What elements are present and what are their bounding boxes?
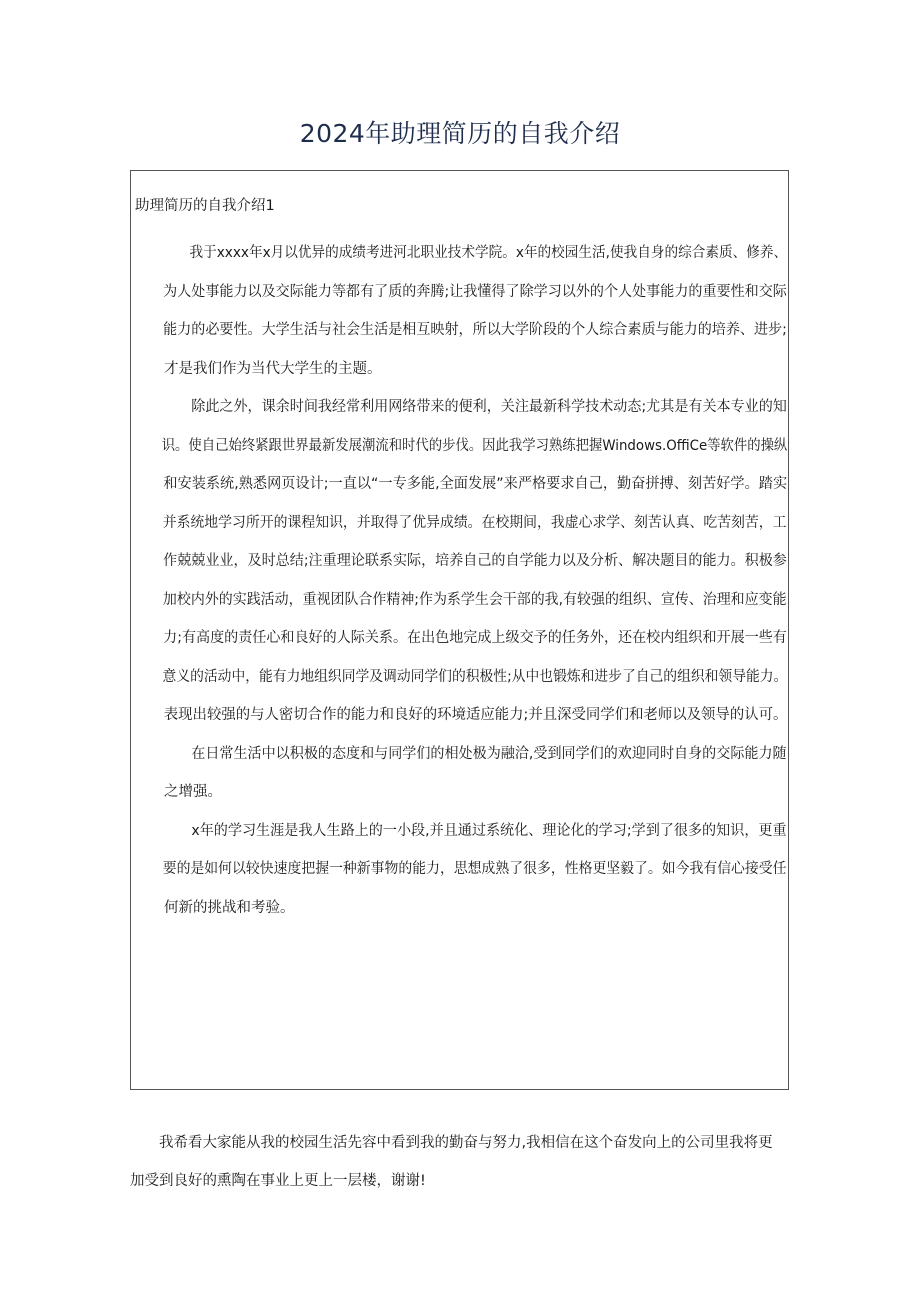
closing-line: 我希看大家能从我的校园生活先容中看到我的勤奋与努力,我相信在这个奋发向上的公司里我将更 (159, 1135, 773, 1151)
paragraph-2 (135, 388, 787, 735)
paragraph-1 (135, 234, 787, 388)
section-heading: 助理简历的自我介绍1 (135, 198, 275, 214)
paragraph-line: 我于xxxx年x月以优异的成绩考进河北职业技术学院。x年的校园生活,使我自身的综合素质、修养、 (189, 245, 788, 261)
paragraph-3 (135, 735, 787, 812)
paragraph-line: x年的学习生涯是我人生路上的一小段,并且通过系统化、理论化的学习;学到了很多的知识，更重 (191, 822, 787, 839)
paragraph-line: 何新的挑战和考验。 (164, 899, 295, 916)
paragraph-line: 识。使自己始终紧跟世界最新发展潮流和时代的步伐。因此我学习熟练把握Windows.OffiCe等软件的操纵 (161, 437, 788, 454)
paragraph-line: 并系统地学习所开的课程知识，并取得了优异成绩。在校期间，我虚心求学、刻苦认真、吃苦刻苦，工 (162, 514, 787, 531)
paragraph-line: 在日常生活中以积极的态度和与同学们的相处极为融洽,受到同学们的欢迎同时自身的交际能力随 (191, 745, 787, 762)
paragraph-line: 除此之外，课余时间我经常利用网络带来的便利，关注最新科学技术动态;尤其是有关本专业的知 (191, 399, 787, 415)
paragraph-line: 能力的必要性。大学生活与社会生活是相互映射，所以大学阶段的个人综合素质与能力的培养、进步; (163, 322, 787, 338)
paragraph-4 (135, 812, 787, 928)
paragraph-line: 之增强。 (164, 784, 222, 800)
paragraph-line: 作兢兢业业，及时总结;注重理论联系实际，培养自己的自学能力以及分析、解决题目的能力。积极参 (163, 553, 787, 569)
paragraph-line: 为人处事能力以及交际能力等都有了质的奔腾;让我懂得了除学习以外的个人处事能力的重要性和交际 (163, 283, 787, 300)
paragraph-line: 才是我们作为当代大学生的主题。 (164, 360, 382, 377)
paragraph-line: 力;有高度的责任心和良好的人际关系。在出色地完成上级交予的任务外，还在校内组织和开展一些有 (163, 630, 787, 646)
content-body (135, 191, 787, 927)
paragraph-line: 和安装系统,熟悉网页设计;一直以“一专多能,全面发展”来严格要求自己，勤奋拼搏、刻苦好学。踏实 (163, 476, 788, 492)
paragraph-line: 要的是如何以较快速度把握一种新事物的能力，思想成熟了很多，性格更坚毅了。如今我有信心接受任 (162, 861, 787, 877)
paragraph-line: 表现出较强的与人密切合作的能力和良好的环境适应能力;并且深受同学们和老师以及领导的认可。 (163, 707, 788, 723)
closing-line: 加受到良好的熏陶在事业上更上一层楼，谢谢! (130, 1173, 426, 1189)
paragraph-line: 加校内外的实践活动，重视团队合作精神;作为系学生会干部的我,有较强的组织、宣传、治理和应变能 (162, 591, 787, 608)
closing-paragraph (130, 1124, 790, 1200)
document-title: 2024年助理简历的自我介绍 (299, 119, 621, 148)
paragraph-line: 意义的活动中，能有力地组织同学及调动同学们的积极性;从中也锻炼和进步了自己的组织和领导能力。 (162, 668, 788, 685)
content-box (130, 170, 789, 1090)
